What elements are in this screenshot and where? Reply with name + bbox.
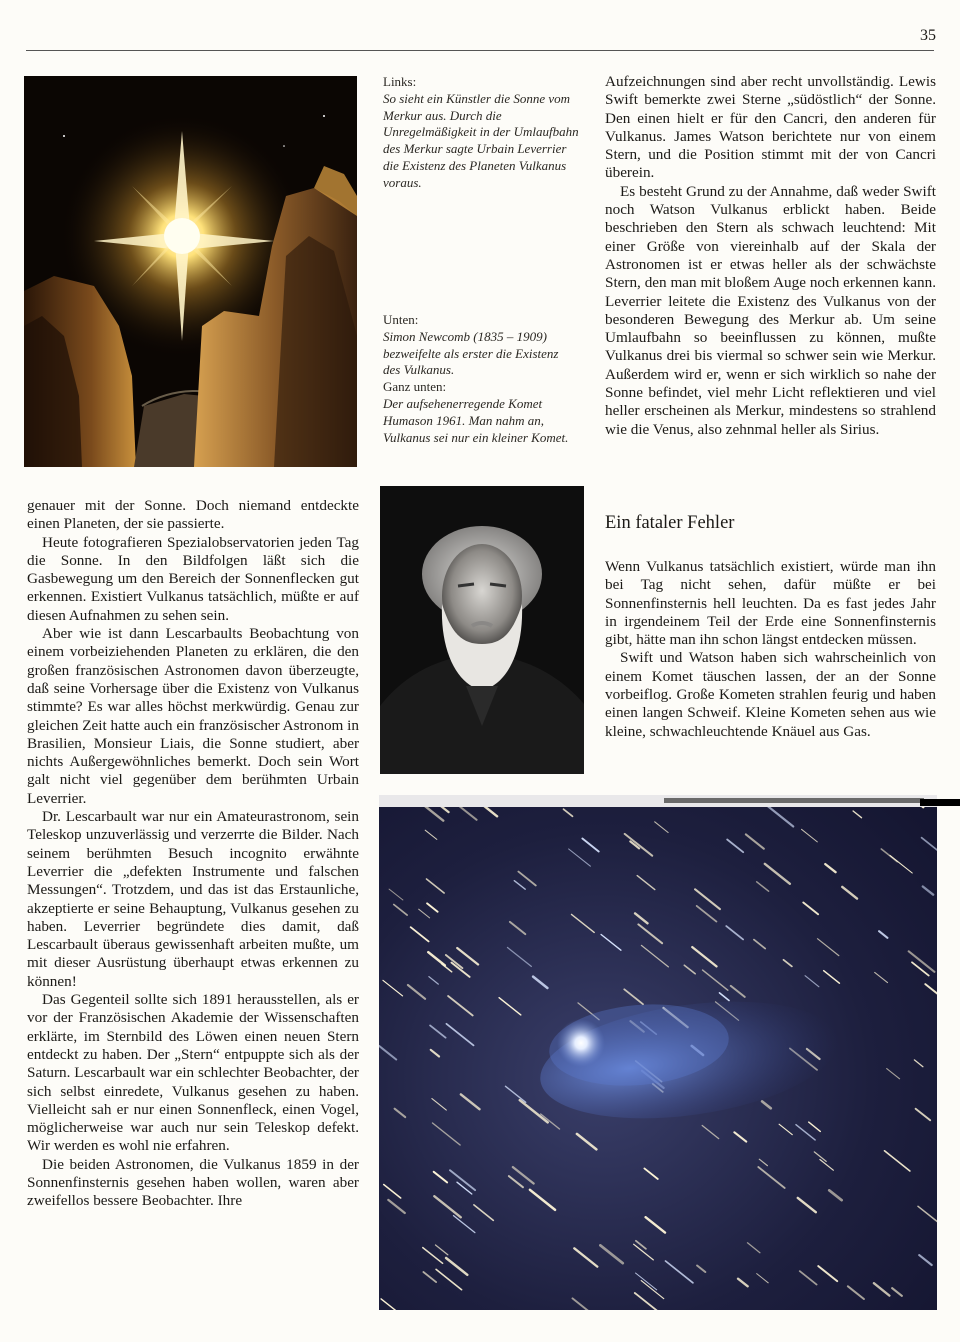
left-paragraph-2: Heute fotografieren Spezialobservatorien jeden Tag die Sonne. In den Bildfolgen läßt sich die Gasbewegung um den Bereich der Sonnenflecken gut erkennen. Existiert Vulkanus tatsächlich, müßte er auf diesen Aufnahmen zu sehen sein. — [27, 533, 359, 624]
right-paragraph-2: Es besteht Grund zu der Annahme, daß weder Swift noch Watson Vulkanus erblickt haben. Beide beschrieben den Stern als schwach leuchtend: Mit einer Größe von viereinhalb auf der Skala der Astronomen ist er etwas heller als der schwächste Stern, den man mit bloßem Auge noch erkennen kann. Leverrier leitete die Existenz des Vulkanus von der besonderen Bewegung des Merkur ab. Um seine Umlaufbahn so beeinflussen zu können, mußte Vulkanus drei bis viermal so schwer sein wie Merkur. Außerdem wird er, wenn er sich wirklich so nahe der Sonne befindet, viel mehr Licht reflektieren und viel heller erscheinen als Merkur, mindestens so strahlend wie die Venus, also zehnmal heller als Sirius. — [605, 182, 936, 438]
right-paragraph-1: Aufzeichnungen sind aber recht unvollständig. Lewis Swift bemerkte zwei Sterne „südöstlich“ der Sonne. Den einen hielt er für den Cancri, den anderen für Vulkanus. James Watson berichtete nur von einem Stern, und die Position stimmt mit der von Cancri überein. — [605, 73, 936, 182]
left-text-column — [27, 497, 359, 1211]
caption-links-label: Links: — [383, 74, 417, 89]
caption-links — [383, 74, 581, 192]
caption-ganz-unten-text: Der aufsehenerregende Komet Humason 1961. Man nahm an, Vulkanus sei nur ein kleiner Komet. — [383, 395, 569, 445]
left-paragraph-6: Die beiden Astronomen, die Vulkanus 1859 in der Sonnenfinsternis gesehen haben wollen, waren aber zweifellos bessere Beobachter. Ihre — [27, 1155, 359, 1210]
caption-links-text: So sieht ein Künstler die Sonne vom Merkur aus. Durch die Unregelmäßigkeit in der Umlaufbahn des Merkur sagte Urbain Leverrier die Existenz des Planeten Vulkanus voraus. — [383, 90, 579, 190]
page-number: 35 — [920, 27, 936, 44]
edge-crop-mark — [920, 799, 960, 806]
left-paragraph-1: genauer mit der Sonne. Doch niemand entdeckte einen Planeten, der sie passierte. — [27, 497, 359, 533]
caption-unten-text: Simon Newcomb (1835 – 1909) bezweifelte als erster die Existenz des Vulkanus. — [383, 328, 559, 378]
right-text-column-section — [605, 512, 936, 741]
comet-humason-photo — [379, 795, 937, 1310]
left-paragraph-3: Aber wie ist dann Lescarbaults Beobachtung von einem vorbeiziehenden Planeten zu erklären, die den großen französischen Astronomen davon überzeugte, daß seine Vorhersage über die Existenz von Vulkanus stimmte? Es war alles höchst merkwürdig. Genau zur gleichen Zeit hatte auch ein französischer Astronom in Brasilien, Monsieur Liais, die Sonne studiert, aber nichts Außergewöhnliches bemerkt. Doch sein Wort galt nicht viel gegenüber dem berühmten Urbain Leverrier. — [27, 625, 359, 807]
caption-ganz-unten-label: Ganz unten: — [383, 379, 447, 395]
sun-from-mercury-illustration — [24, 76, 357, 467]
left-paragraph-4: Dr. Lescarbault war nur ein Amateurastronom, sein Teleskop unzuverlässig und verzerrte die Bilder. Nach seinem berühmten Besuch incognito erwähnte Leverrier die „defekten Instrumente und falschen Messungen“. Trotzdem, und das ist das Erstaunliche, akzeptierte er seine Behauptung, Vulkanus gesehen zu haben. Leverrier begründete dies damit, daß Lescarbault überaus gewissenhaft arbeiten mußte, um mit dieser Ausrüstung überhaupt etwas erkennen zu können! — [27, 808, 359, 990]
section-heading: Ein fataler Fehler — [605, 513, 735, 533]
header-rule — [26, 50, 934, 51]
simon-newcomb-portrait — [380, 486, 584, 774]
section-paragraph-1: Wenn Vulkanus tatsächlich existiert, würde man ihn bei Tag nicht sehen, dafür müßte er bei Sonnenfinsternis hell leuchten. Da es fast jedes Jahr in irgendeinem Teil der Erde eine Sonnenfinsternis gibt, hätte man ihn schon längst entdecken müssen. — [605, 558, 936, 649]
caption-unten-label: Unten: — [383, 312, 419, 327]
caption-unten — [383, 312, 579, 446]
right-text-column-top — [605, 73, 936, 439]
left-paragraph-5: Das Gegenteil sollte sich 1891 herausstellen, als er vor der Französischen Akademie der Wissenschaften erklärte, im Sternbild des Löwen einen neuen Stern entdeckt zu haben. Der „Stern“ entpuppte sich als der Saturn. Lescarbault war ein schlechter Beobachter, der sich selbst einredete, Vulkanus gesehen zu haben. Vielleicht sah er nur einen Sonnenfleck, einen Vogel, möglicherweise war auch nur sein Teleskop defekt. Wir werden es wohl nie erfahren. — [27, 991, 359, 1155]
section-paragraph-2: Swift und Watson haben sich wahrscheinlich von einem Komet täuschen lassen, der an der Sonne vorbeiflog. Große Kometen strahlen feurig und haben einen langen Schweif. Kleine Kometen sehen aus wie kleine, schwachleuchtende Knäuel aus Gas. — [605, 649, 936, 740]
